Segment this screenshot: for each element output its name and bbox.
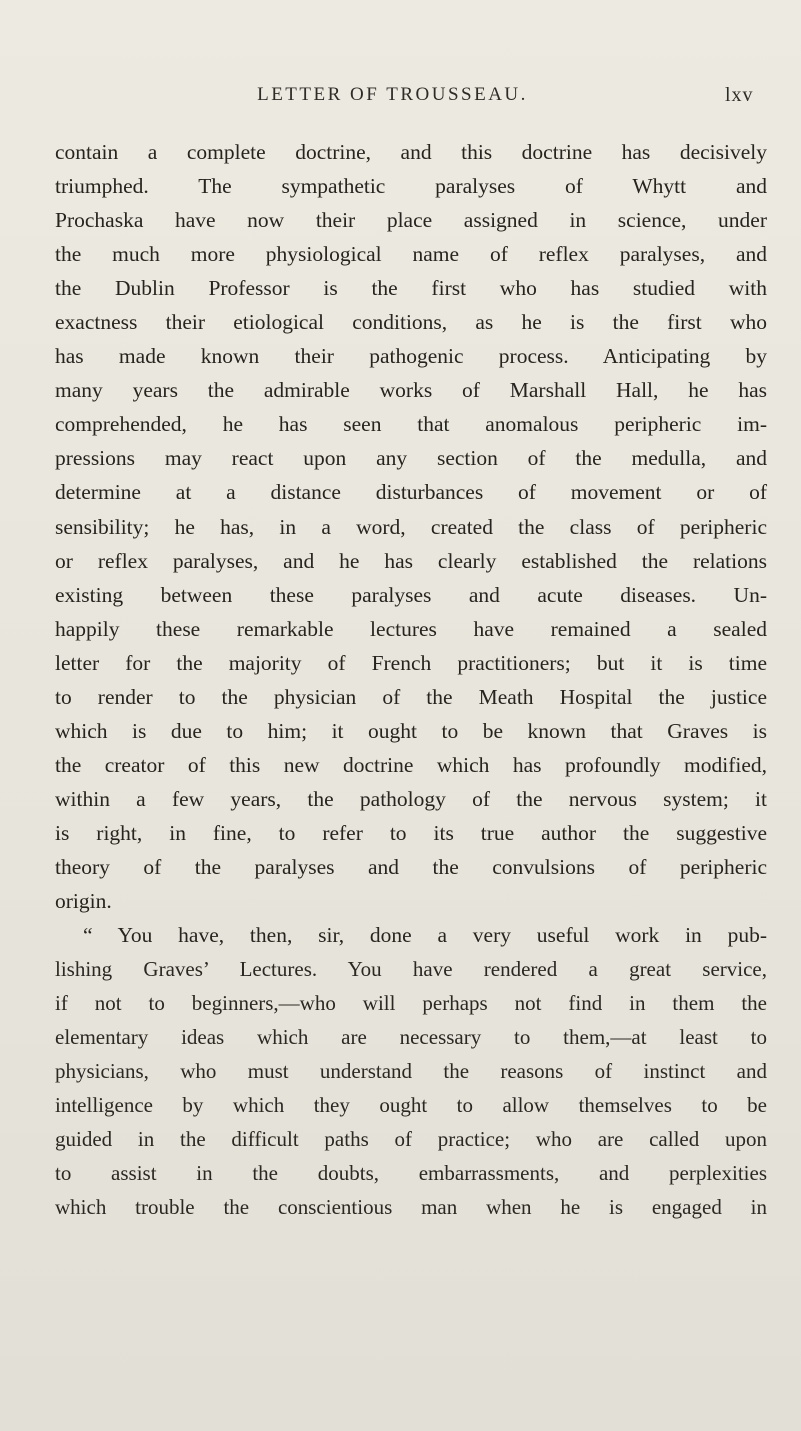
text-line: exactness their etiological conditions, as he is the first who — [55, 310, 767, 335]
text-line: comprehended, he has seen that anomalous peripheric im- — [55, 412, 767, 437]
text-line: theory of the paralyses and the convulsions of peripheric — [55, 854, 767, 879]
text-line: Prochaska have now their place assigned in science, under — [55, 208, 767, 233]
text-line: sensibility; he has, in a word, created the class of peripheric — [55, 514, 767, 539]
running-head: LETTER OF TROUSSEAU. — [257, 84, 528, 105]
text-line: determine at a distance disturbances of movement or of — [55, 480, 767, 505]
body-text — [55, 135, 767, 1225]
text-line: which trouble the conscientious man when he is engaged in — [55, 1195, 767, 1220]
text-line: if not to beginners,—who will perhaps not find in them the — [55, 991, 767, 1016]
paragraph-start-line: “ You have, then, sir, done a very useful work in pub- — [83, 923, 767, 948]
text-line: triumphed. The sympathetic paralyses of Whytt and — [55, 174, 767, 199]
text-line: the Dublin Professor is the first who has studied with — [55, 276, 767, 301]
paragraph-end-line: origin. — [55, 889, 112, 914]
text-line: many years the admirable works of Marshall Hall, he has — [55, 378, 767, 403]
text-line: pressions may react upon any section of the medulla, and — [55, 446, 767, 471]
text-line: lishing Graves’ Lectures. You have rendered a great service, — [55, 957, 767, 982]
text-line: letter for the majority of French practitioners; but it is time — [55, 650, 767, 675]
text-line: elementary ideas which are necessary to them,—at least to — [55, 1025, 767, 1050]
text-line: is right, in fine, to refer to its true author the suggestive — [55, 820, 767, 845]
text-line: existing between these paralyses and acute diseases. Un- — [55, 582, 767, 607]
text-line: has made known their pathogenic process. Anticipating by — [55, 344, 767, 369]
text-line: happily these remarkable lectures have remained a sealed — [55, 616, 767, 641]
text-line: intelligence by which they ought to allow themselves to be — [55, 1093, 767, 1118]
text-line: to render to the physician of the Meath Hospital the justice — [55, 684, 767, 709]
text-line: to assist in the doubts, embarrassments, and perplexities — [55, 1161, 767, 1186]
text-line: within a few years, the pathology of the nervous system; it — [55, 786, 767, 811]
page-header — [110, 84, 782, 110]
text-line: or reflex paralyses, and he has clearly established the relations — [55, 548, 767, 573]
page-number: lxv — [725, 84, 754, 106]
text-line: physicians, who must understand the reasons of instinct and — [55, 1059, 767, 1084]
text-line: which is due to him; it ought to be known that Graves is — [55, 718, 767, 743]
text-line: guided in the difficult paths of practice; who are called upon — [55, 1127, 767, 1152]
text-line: the creator of this new doctrine which has profoundly modified, — [55, 752, 767, 777]
text-line: contain a complete doctrine, and this doctrine has decisively — [55, 140, 767, 164]
text-line: the much more physiological name of reflex paralyses, and — [55, 242, 767, 267]
